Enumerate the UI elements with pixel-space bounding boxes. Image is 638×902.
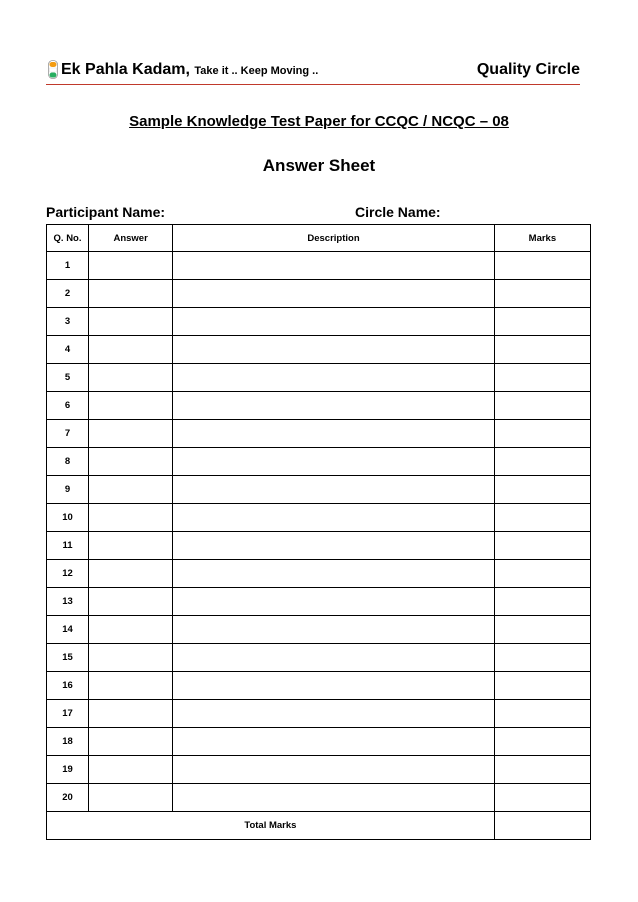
description-cell [173,616,495,644]
answer-cell [89,700,173,728]
total-marks-cell [494,812,590,840]
table-row [47,476,591,504]
header-marks: Marks [494,225,590,252]
question-number: 2 [47,280,89,308]
description-cell [173,448,495,476]
table-row [47,784,591,812]
marks-cell [494,280,590,308]
question-number: 13 [47,588,89,616]
table-row [47,532,591,560]
marks-cell [494,476,590,504]
description-cell [173,336,495,364]
table-row [47,616,591,644]
marks-cell [494,364,590,392]
description-cell [173,504,495,532]
answer-cell [89,756,173,784]
page-header [46,58,580,85]
description-cell [173,700,495,728]
answer-cell [89,308,173,336]
question-number: 20 [47,784,89,812]
answer-cell [89,448,173,476]
header-answer: Answer [89,225,173,252]
answer-cell [89,392,173,420]
tagline: Take it .. Keep Moving .. [194,65,319,77]
description-cell [173,392,495,420]
description-cell [173,420,495,448]
table-row [47,392,591,420]
marks-cell [494,700,590,728]
answer-cell [89,560,173,588]
marks-cell [494,504,590,532]
total-marks-label: Total Marks [47,812,495,840]
answer-cell [89,532,173,560]
header-description: Description [173,225,495,252]
marks-cell [494,308,590,336]
marks-cell [494,336,590,364]
table-row [47,644,591,672]
marks-cell [494,392,590,420]
table-row [47,700,591,728]
question-number: 16 [47,672,89,700]
marks-cell [494,644,590,672]
table-row [47,336,591,364]
answer-cell [89,616,173,644]
question-number: 1 [47,252,89,280]
table-body [47,252,591,812]
brand-name: Ek Pahla Kadam, [61,61,190,78]
description-cell [173,560,495,588]
page-subtitle: Answer Sheet [262,156,376,175]
participant-name-label: Participant Name: [46,204,166,220]
table-row [47,728,591,756]
header-qno: Q. No. [47,225,89,252]
table-row [47,448,591,476]
marks-cell [494,252,590,280]
question-number: 5 [47,364,89,392]
table-row [47,672,591,700]
answer-cell [89,476,173,504]
question-number: 8 [47,448,89,476]
question-number: 15 [47,644,89,672]
description-cell [173,784,495,812]
answer-cell [89,420,173,448]
marks-cell [494,420,590,448]
description-cell [173,728,495,756]
marks-cell [494,784,590,812]
table-row [47,308,591,336]
answer-cell [89,252,173,280]
marks-cell [494,756,590,784]
question-number: 3 [47,308,89,336]
table-row [47,588,591,616]
header-right-title: Quality Circle [476,61,580,78]
question-number: 17 [47,700,89,728]
marks-cell [494,728,590,756]
marks-cell [494,560,590,588]
table-row [47,560,591,588]
marks-cell [494,616,590,644]
question-number: 10 [47,504,89,532]
table-row [47,504,591,532]
question-number: 9 [47,476,89,504]
brand-line [61,61,318,79]
marks-cell [494,672,590,700]
table-row [47,280,591,308]
question-number: 7 [47,420,89,448]
answer-cell [89,504,173,532]
answer-cell [89,280,173,308]
description-cell [173,644,495,672]
marks-cell [494,532,590,560]
description-cell [173,252,495,280]
question-number: 6 [47,392,89,420]
marks-cell [494,588,590,616]
total-row [47,812,591,840]
answer-cell [89,588,173,616]
question-number: 19 [47,756,89,784]
description-cell [173,308,495,336]
marks-cell [494,448,590,476]
answer-cell [89,364,173,392]
description-cell [173,364,495,392]
table-row [47,756,591,784]
table-row [47,420,591,448]
question-number: 11 [47,532,89,560]
answer-cell [89,644,173,672]
answer-table [46,224,591,840]
description-cell [173,588,495,616]
answer-cell [89,336,173,364]
question-number: 14 [47,616,89,644]
table-row [47,252,591,280]
description-cell [173,532,495,560]
description-cell [173,280,495,308]
answer-cell [89,728,173,756]
question-number: 12 [47,560,89,588]
description-cell [173,476,495,504]
page-title: Sample Knowledge Test Paper for CCQC / NCQC – 08 [129,113,509,130]
description-cell [173,756,495,784]
description-cell [173,672,495,700]
question-number: 18 [47,728,89,756]
table-row [47,364,591,392]
answer-cell [89,784,173,812]
circle-name-label: Circle Name: [355,204,441,220]
table-header-row [47,225,591,252]
question-number: 4 [47,336,89,364]
answer-cell [89,672,173,700]
logo-icon [48,60,58,79]
